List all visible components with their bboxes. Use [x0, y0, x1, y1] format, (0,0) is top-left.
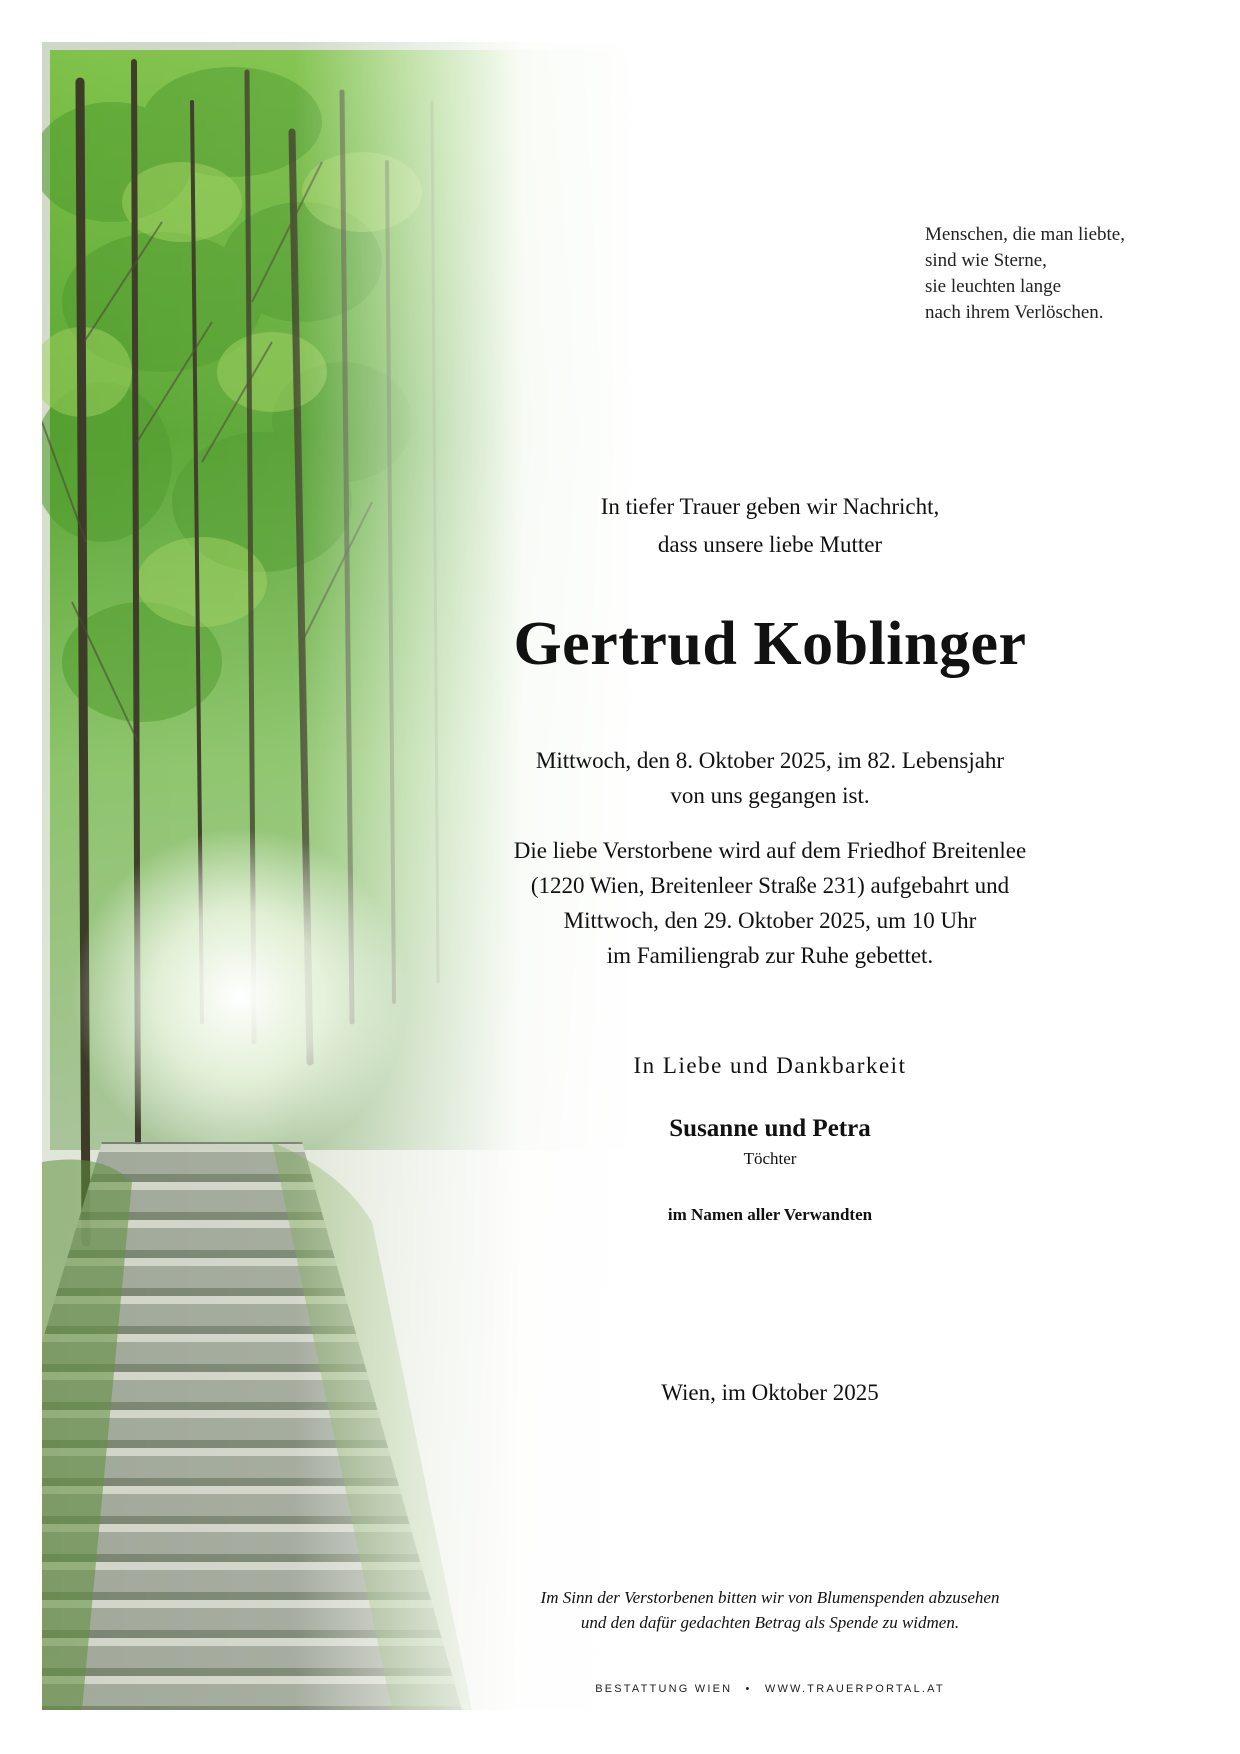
burial-line: im Familiengrab zur Ruhe gebettet. [606, 943, 934, 968]
death-line: von uns gegangen ist. [670, 783, 870, 808]
intro-line: dass unsere liebe Mutter [657, 532, 883, 557]
deceased-name: Gertrud Koblinger [513, 610, 1027, 678]
announcement-intro [470, 488, 1070, 564]
place-and-date: Wien, im Oktober 2025 [661, 1380, 879, 1405]
donation-line: und den dafür gedachten Betrag als Spende zu widmen. [580, 1613, 960, 1632]
poem-line: Menschen, die man liebte, [925, 224, 1125, 245]
burial-line: Mittwoch, den 29. Oktober 2025, um 10 Uhr [563, 908, 977, 933]
mourner-relation: Töchter [743, 1149, 797, 1168]
intro-line: In tiefer Trauer geben wir Nachricht, [600, 494, 940, 519]
closing-phrase: In Liebe und Dankbarkeit [633, 1053, 907, 1078]
footer-imprint [470, 1683, 1070, 1695]
portal-url: WWW.TRAUERPORTAL.AT [764, 1683, 945, 1695]
date-of-death [470, 743, 1070, 813]
donation-request [470, 1585, 1070, 1635]
death-line: Mittwoch, den 8. Oktober 2025, im 82. Lebensjahr [535, 748, 1005, 773]
donation-line: Im Sinn der Verstorbenen bitten wir von Blumenspenden abzusehen [540, 1588, 1000, 1607]
relatives-note: im Namen aller Verwandten [667, 1205, 873, 1224]
poem-line: sie leuchten lange [925, 276, 1062, 297]
burial-line: (1220 Wien, Breitenleer Straße 231) aufgebahrt und [530, 873, 1010, 898]
mourner-names: Susanne und Petra [669, 1115, 871, 1142]
burial-details [470, 833, 1070, 973]
poem-line: sind wie Sterne, [925, 250, 1047, 271]
poem-line: nach ihrem Verlöschen. [925, 302, 1104, 323]
burial-line: Die liebe Verstorbene wird auf dem Friedhof Breitenlee [513, 838, 1027, 863]
funeral-service-name: BESTATTUNG WIEN [595, 1683, 733, 1695]
separator-dot: • [745, 1683, 752, 1695]
memorial-poem [925, 222, 1205, 326]
